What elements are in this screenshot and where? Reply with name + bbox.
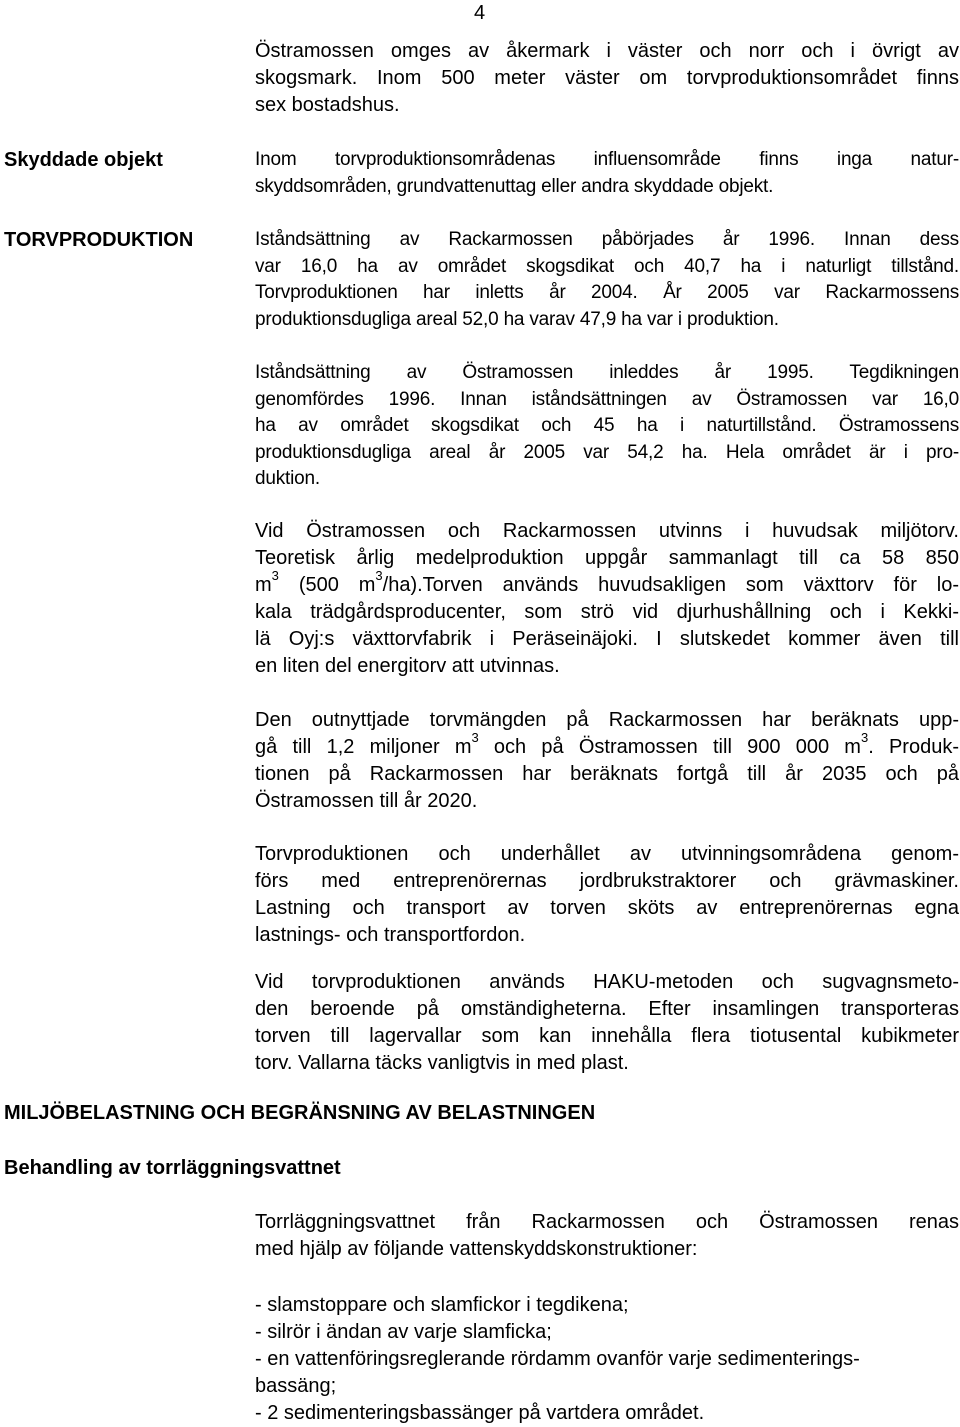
text-line: genomfördes 1996. Innan iståndsättningen av Östramossen var 16,0	[255, 388, 959, 410]
text-fragment: gå till 1,2 miljoner m	[255, 736, 472, 758]
text-line: med hjälp av följande vattenskyddskonstruktioner:	[255, 1238, 698, 1260]
torvproduktion-paragraph-3	[255, 518, 959, 680]
text-line: produktionsdugliga areal år 2005 var 54,2 ha. Hela området är i pro-	[255, 441, 959, 463]
text-line: Iståndsättning av Östramossen inleddes år 1995. Tegdikningen	[255, 362, 959, 383]
text-line: Torvproduktionen och underhållet av utvinningsområdena genom-	[255, 843, 959, 865]
torvproduktion-paragraph-4	[255, 707, 959, 815]
section-heading: MILJÖBELASTNING OCH BEGRÄNSNING AV BELASTNINGEN	[4, 1102, 596, 1124]
torvproduktion-paragraph-6	[255, 969, 959, 1077]
text-fragment: /ha).Torven används huvudsakligen som växttorv för lo-	[382, 574, 959, 596]
section-paragraph	[255, 1209, 959, 1263]
text-line: torven till lagervallar som kan innehålla flera tiotusental kubikmeter	[255, 1025, 959, 1047]
torvproduktion-paragraph-2	[255, 360, 959, 493]
text-fragment: (500 m	[278, 574, 376, 596]
text-line: tionen på Rackarmossen har beräknats fortgå till år 2035 och på	[255, 763, 959, 785]
list-item: bassäng;	[255, 1375, 337, 1397]
text-line: Torrläggningsvattnet från Rackarmossen och Östramossen renas	[255, 1211, 959, 1233]
text-line: kala trädgårdsproducenter, som strö vid djurhushållning och i Kekki-	[255, 601, 959, 623]
section-subheading: Behandling av torrläggningsvattnet	[4, 1157, 341, 1179]
text-line: lastnings- och transportfordon.	[255, 924, 526, 946]
skyddade-paragraph	[255, 147, 959, 200]
page-number: 4	[474, 2, 486, 24]
list-item: - en vattenföringsreglerande rördamm ovanför varje sedimenterings-	[255, 1348, 860, 1370]
text-line: var 16,0 ha av området skogsdikat och 40,7 ha i naturligt tillstånd.	[255, 255, 959, 277]
protection-list	[255, 1292, 959, 1427]
side-label-skyddade-objekt: Skyddade objekt	[4, 149, 163, 171]
superscript: 3	[271, 568, 279, 583]
text-line: Teoretisk årlig medelproduktion uppgår sammanlagt till ca 58 850	[255, 547, 959, 569]
text-line: Den outnyttjade torvmängden på Rackarmossen har beräknats upp-	[255, 709, 959, 731]
torvproduktion-paragraph-5	[255, 841, 959, 949]
text-line	[255, 730, 959, 761]
text-line: Vid torvproduktionen används HAKU-metoden och sugvagnsmeto-	[255, 971, 959, 993]
list-item: - silrör i ändan av varje slamficka;	[255, 1321, 552, 1343]
superscript: 3	[471, 730, 479, 745]
intro-paragraph	[255, 38, 959, 119]
text-line: den beroende på omständigheterna. Efter insamlingen transporteras	[255, 998, 959, 1020]
text-line: Lastning och transport av torven sköts av entreprenörernas egna	[255, 897, 959, 919]
superscript: 3	[375, 568, 383, 583]
text-line: skyddsområden, grundvattenuttag eller andra skyddade objekt.	[255, 175, 774, 197]
list-item: - 2 sedimenteringsbassänger på vartdera området.	[255, 1402, 705, 1424]
list-item: - slamstoppare och slamfickor i tegdikena;	[255, 1294, 629, 1316]
text-line: Vid Östramossen och Rackarmossen utvinns i huvudsak miljötorv.	[255, 520, 959, 542]
text-fragment: m	[255, 574, 272, 596]
text-line: Iståndsättning av Rackarmossen påbörjades år 1996. Innan dess	[255, 229, 959, 250]
text-fragment: och på Östramossen till 900 000 m	[478, 736, 861, 758]
text-line: Torvproduktionen har inletts år 2004. År 2005 var Rackarmossens	[255, 282, 959, 303]
text-line: Östramossen omges av åkermark i väster och norr och i övrigt av	[255, 40, 959, 62]
superscript: 3	[860, 730, 869, 745]
torvproduktion-paragraph-1	[255, 227, 959, 333]
text-line: sex bostadshus.	[255, 94, 400, 116]
text-line: Östramossen till år 2020.	[255, 790, 478, 812]
text-line: förs med entreprenörernas jordbrukstraktorer och grävmaskiner.	[255, 870, 959, 892]
text-fragment: . Produk-	[868, 736, 959, 758]
side-label-torvproduktion: TORVPRODUKTION	[4, 229, 194, 251]
text-line: produktionsdugliga areal 52,0 ha varav 47,9 ha var i produktion.	[255, 308, 779, 330]
text-line: en liten del energitorv att utvinnas.	[255, 655, 560, 677]
text-line: skogsmark. Inom 500 meter väster om torvproduktionsområdet finns	[255, 67, 959, 89]
text-line: ha av området skogsdikat och 45 ha i naturtillstånd. Östramossens	[255, 415, 959, 436]
text-line	[255, 568, 959, 599]
text-line: lä Oyj:s växttorvfabrik i Peräseinäjoki. I slutskedet kommer även till	[255, 628, 959, 650]
text-line: duktion.	[255, 468, 320, 489]
text-line: Inom torvproduktionsområdenas influensområde finns inga natur-	[255, 149, 959, 170]
text-line: torv. Vallarna täcks vanligtvis in med plast.	[255, 1052, 629, 1074]
